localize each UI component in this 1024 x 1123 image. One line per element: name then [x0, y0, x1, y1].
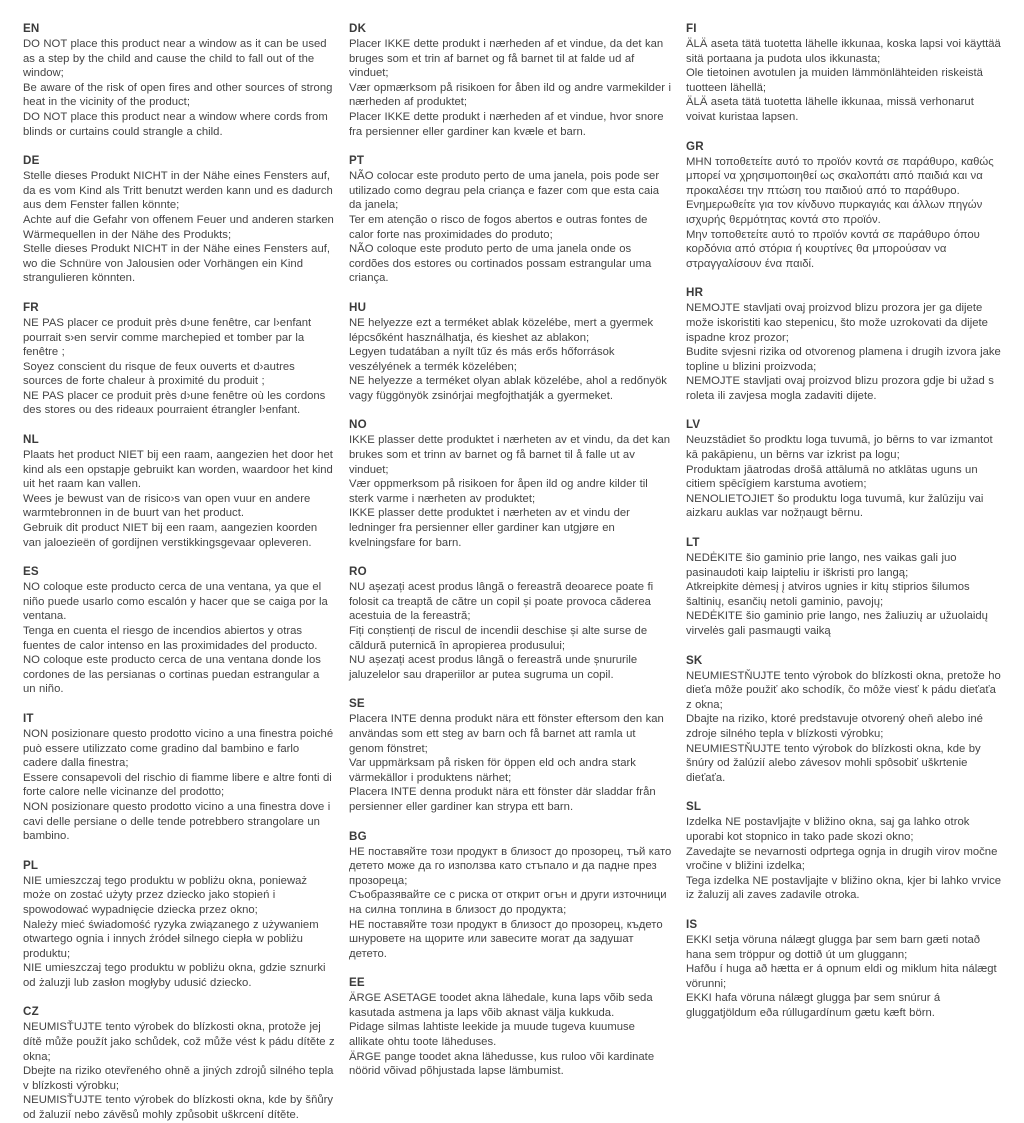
language-section-lt: [686, 536, 1004, 639]
warning-paragraph: EKKI hafa vöruna nálægt glugga þar sem snúrur á gluggatjöldum eða rúllugardínum gætu kæft börn.: [686, 992, 941, 1019]
warning-paragraph: Achte auf die Gefahr von offenem Feuer und anderen starken Wärmequellen in der Nähe des Produkts;: [23, 213, 334, 241]
warning-paragraph: Placer IKKE dette produkt i nærheden af et vindue, hvor snore fra persienner eller gardiner kan kvæle et barn.: [349, 110, 664, 138]
language-code-heading: GR: [686, 139, 704, 153]
language-code-heading: IS: [686, 917, 698, 931]
warning-paragraph: Ter em atenção o risco de fogos abertos e outras fontes de calor forte nas proximidades do produto;: [349, 213, 648, 241]
language-section-dk: [349, 22, 672, 139]
language-section-se: [349, 697, 672, 814]
language-section-no: [349, 418, 672, 550]
warning-paragraph: NON posizionare questo prodotto vicino a una finestra poiché può essere utilizzato come gradino dal bambino e farlo cadere dalla finestra;: [23, 727, 334, 770]
language-section-it: [23, 712, 335, 844]
language-section-hr: [686, 286, 1004, 403]
warning-paragraph: Placera INTE denna produkt nära ett fönster där sladdar från persienner eller gardiner kan strypa ett barn.: [349, 786, 656, 813]
warning-paragraph: Stelle dieses Produkt NICHT in der Nähe eines Fensters auf, wo die Schnüre von Jalousien oder Vorhängen ein Kind strangulieren könnten.: [23, 243, 331, 285]
warning-paragraph: Be aware of the risk of open fires and other sources of strong heat in the vicinity of the product;: [23, 81, 333, 109]
language-code-heading: DK: [349, 22, 367, 35]
language-code-heading: SK: [686, 653, 703, 667]
warning-paragraph: Stelle dieses Produkt NICHT in der Nähe eines Fensters auf, da es vom Kind als Tritt benutzt werden kann und es dadurch aus dem Fenster fallen könnte;: [23, 170, 333, 212]
warning-paragraph: Dbejte na riziko otevřeného ohně a jiných zdrojů silného tepla v blízkosti výrobku;: [23, 1065, 334, 1092]
warning-paragraph: NE helyezze a terméket olyan ablak közelébe, ahol a redőnyök vagy függönyök zsinórjai megfojthatják a gyermeket.: [349, 375, 667, 402]
warning-paragraph: Pidage silmas lahtiste leekide ja muude tugeva kuumuse allikate ohtu toote läheduses.: [349, 1021, 635, 1049]
warning-paragraph: NIE umieszczaj tego produktu w pobliżu okna, gdzie sznurki od żaluzji lub zasłon mogłyby udusić dziecko.: [23, 962, 326, 989]
warning-paragraph: Μην τοποθετείτε αυτό το προϊόν κοντά σε παράθυρο όπου κορδόνια από στόρια ή κουρτίνες θα μπορούσαν να στραγγαλίσουν ένα παιδί.: [686, 228, 980, 270]
language-code-heading: HR: [686, 286, 704, 300]
warning-paragraph: NU așezați acest produs lângă o fereastră deoarece poate fi folosit ca treaptă de către un copil și poate provoca căderea acestuia de la fereastră;: [349, 581, 654, 623]
warning-paragraph: ΜΗΝ τοποθετείτε αυτό το προϊόν κοντά σε παράθυρο, καθώς μπορεί να χρησιμοποιηθεί ως σκαλοπάτι από παιδιά και να προκαλέσει την πτώση του παιδιού από το παράθυρο.: [686, 155, 994, 197]
warning-paragraph: Zavedajte se nevarnosti odprtega ognja in drugih virov močne vročine v bližini izdelka;: [686, 845, 998, 873]
warning-paragraph: NE PAS placer ce produit près d›une fenêtre, car l›enfant pourrait s›en servir comme marchepied et tomber par la fenêtre ;: [23, 316, 312, 359]
warning-paragraph: ÄLÄ aseta tätä tuotetta lähelle ikkunaa, koska lapsi voi käyttää sitä portaana ja pudota ulos ikkunasta;: [686, 38, 1001, 65]
warning-paragraph: EKKI setja vöruna nálægt glugga þar sem barn gæti notað hana sem tröppur og dottið út um gluggann;: [686, 933, 981, 961]
language-code-heading: SL: [686, 800, 702, 814]
warning-paragraph: Dbajte na riziko, ktoré predstavuje otvorený oheň alebo iné zdroje silného tepla v blízkosti výrobku;: [686, 713, 983, 740]
column-2: [349, 22, 672, 1078]
warning-paragraph: Soyez conscient du risque de feux ouverts et d›autres sources de forte chaleur à proximité du produit ;: [23, 360, 295, 388]
warning-paragraph: Wees je bewust van de risico›s van open vuur en andere warmtebronnen in de buurt van het product.: [23, 492, 311, 520]
warning-paragraph: Atkreipkite dėmesį į atviros ugnies ir kitų stiprios šilumos šaltinių, esančių netoli gaminio, pavojų;: [686, 581, 970, 608]
language-code-heading: LT: [686, 536, 700, 550]
warning-paragraph: Neuzstādiet šo prodktu loga tuvumā, jo bērns to var izmantot kā pakāpienu, un bērns var izkrist pa logu;: [686, 434, 993, 462]
language-code-heading: FR: [23, 300, 39, 314]
warning-paragraph: NEMOJTE stavljati ovaj proizvod blizu prozora jer ga dijete može iskoristiti kao stepenicu, što može uzrokovati da dijete ispadne kroz prozor;: [686, 302, 988, 344]
language-section-bg: [349, 830, 672, 962]
warning-paragraph: NU așezați acest produs lângă o fereastră unde șnururile jaluzelelor sau draperiilor ar putea sugruma un copil.: [349, 654, 638, 681]
warning-paragraph: NEUMIESTŇUJTE tento výrobok do blízkosti okna, pretože ho dieťa môže použiť ako schodík, čo môže viesť k pádu dieťaťa z okna;: [686, 669, 1001, 711]
warning-paragraph: Fiți conștienți de riscul de incendii deschise și alte surse de căldură puternică în apropierea produsului;: [349, 625, 648, 652]
language-code-heading: CZ: [23, 1005, 39, 1019]
language-code-heading: PL: [23, 858, 39, 872]
warning-paragraph: NEDĖKITE šio gaminio prie lango, nes žaliuzių ar užuolaidų virvelės gali pasmaugti vaiką: [686, 610, 988, 637]
language-section-ro: [349, 565, 672, 682]
language-code-heading: LV: [686, 418, 701, 432]
warning-paragraph: NEUMISŤUJTE tento výrobek do blízkosti okna, protože jej dítě může použít jako schůdek, což může vést k pádu dítěte z okna;: [23, 1021, 335, 1063]
column-3: [686, 22, 1004, 1019]
warning-paragraph: NO coloque este producto cerca de una ventana donde los cordones de las persianas o cortinas puedan estrangular a un niño.: [23, 654, 321, 696]
warning-paragraph: Vær oppmerksom på risikoen for åpen ild og andre kilder til sterk varme i nærheten av produktet;: [349, 478, 648, 505]
warning-paragraph: Hafðu í huga að hætta er á opnum eldi og miklum hita nálægt vörunni;: [686, 963, 997, 990]
warning-paragraph: Ενημερωθείτε για τον κίνδυνο πυρκαγιάς και άλλων πηγών ισχυρής θερμότητας κοντά στο προϊόν.: [686, 199, 983, 226]
warning-paragraph: ÄRGE ASETAGE toodet akna lähedale, kuna laps võib seda kasutada astmena ja laps võib aknast välja kukkuda.: [349, 992, 653, 1019]
language-section-nl: [23, 433, 335, 550]
warning-paragraph: NENOLIETOJIET šo produktu loga tuvumā, kur žalūziju vai aizkaru auklas var nožņaugt bērnu.: [686, 492, 984, 520]
warning-paragraph: Budite svjesni rizika od otvorenog plamena i drugih izvora jake topline u blizini proizvoda;: [686, 346, 1001, 373]
warning-paragraph: НЕ поставяйте този продукт в близост до прозорец, където шнуровете на щорите или завесите могат да задушат детето.: [349, 918, 663, 960]
language-code-heading: ES: [23, 565, 39, 579]
warning-paragraph: Tega izdelka NE postavljajte v bližino okna, kjer bi lahko vrvice iz žaluzij ali zaves zadavile otroka.: [686, 874, 1002, 902]
warning-paragraph: Produktam jāatrodas drošā attālumā no atklātas uguns un citiem spēcīgiem karstuma avotiem;: [686, 463, 978, 491]
language-code-heading: FI: [686, 22, 697, 35]
language-code-heading: SE: [349, 697, 365, 711]
warning-paragraph: NON posizionare questo prodotto vicino a una finestra dove i cavi delle persiane o delle tende potrebbero strangolare un bambino.: [23, 800, 331, 843]
language-code-heading: DE: [23, 154, 40, 168]
language-section-fr: [23, 301, 335, 418]
language-section-is: [686, 918, 1004, 1021]
language-section-pt: [349, 154, 672, 286]
warning-paragraph: DO NOT place this product near a window where cords from blinds or curtains could strangle a child.: [23, 110, 328, 138]
warning-paragraph: NE helyezze ezt a terméket ablak közelébe, mert a gyermek lépcsőként használhatja, és kieshet az ablakon;: [349, 316, 654, 344]
warning-paragraph: Izdelka NE postavljajte v bližino okna, saj ga lahko otrok uporabi kot stopnico in tako pade skozi okno;: [686, 816, 970, 843]
warning-paragraph: NÃO colocar este produto perto de uma janela, pois pode ser utilizado como degrau pela criança e fazer com que esta caia da janela;: [349, 170, 660, 212]
language-section-de: [23, 154, 335, 286]
warning-paragraph: NÃO coloque este produto perto de uma janela onde os cordões dos estores ou cortinados possam estrangular uma criança.: [349, 243, 652, 285]
warning-paragraph: Съобразявайте се с риска от открит огън и други източници на силна топлина в близост до продукта;: [349, 889, 667, 916]
warning-paragraph: Var uppmärksam på risken för öppen eld och andra stark värmekällor i produktens närhet;: [349, 757, 636, 784]
warning-paragraph: Tenga en cuenta el riesgo de incendios abiertos y otras fuentes de calor intenso en las proximidades del producto.: [23, 625, 318, 652]
warning-paragraph: Legyen tudatában a nyílt tűz és más erős hőforrások veszélyének a termék közelében;: [349, 346, 615, 373]
language-code-heading: RO: [349, 565, 367, 579]
warning-paragraph: Plaats het product NIET bij een raam, aangezien het door het kind als een opstapje gebruikt kan worden, waardoor het kind uit het raam kan vallen.: [23, 449, 333, 491]
warning-paragraph: NE PAS placer ce produit près d›une fenêtre où les cordons des stores ou des rideaux pourraient étrangler l›enfant.: [23, 389, 326, 417]
warning-paragraph: Placera INTE denna produkt nära ett fönster eftersom den kan användas som ett steg av barn och få barnet att ramla ut genom fönstret;: [349, 713, 664, 755]
language-code-heading: BG: [349, 829, 367, 843]
warning-paragraph: Essere consapevoli del rischio di fiamme libere e altre fonti di forte calore nelle vicinanze del prodotto;: [23, 771, 332, 799]
warning-paragraph: NEDĖKITE šio gaminio prie lango, nes vaikas gali juo pasinaudoti kaip laipteliu ir iškristi pro langą;: [686, 552, 957, 579]
warning-paragraph: Placer IKKE dette produkt i nærheden af et vindue, da det kan bruges som et trin af barnet og få barnet til at falde ud af vinduet;: [349, 38, 664, 80]
warning-paragraph: Należy mieć świadomość ryzyka związanego z używaniem otwartego ognia i innych źródeł silnego ciepła w pobliżu produktu;: [23, 918, 319, 960]
language-code-heading: HU: [349, 300, 367, 314]
warning-paragraph: ÄRGE pange toodet akna lähedusse, kus ruloo või kardinate nöörid võivad põhjustada lapse lämbumist.: [349, 1050, 655, 1078]
language-code-heading: EN: [23, 22, 40, 35]
language-section-ee: [349, 976, 672, 1079]
warning-paragraph: NO coloque este producto cerca de una ventana, ya que el niño puede usarlo como escalón y hacer que se caiga por la ventana.: [23, 581, 328, 623]
column-1: [23, 22, 335, 1122]
language-section-pl: [23, 859, 335, 991]
language-code-heading: EE: [349, 976, 365, 990]
language-code-heading: NL: [23, 433, 39, 447]
warning-paragraph: NIE umieszczaj tego produktu w pobliżu okna, ponieważ może on zostać użyty przez dziecko jako stopień i spowodować wypadnięcie dziecka przez okno;: [23, 874, 308, 916]
language-section-en: [23, 22, 335, 139]
language-code-heading: IT: [23, 711, 34, 725]
language-code-heading: PT: [349, 154, 365, 168]
language-code-heading: NO: [349, 418, 367, 432]
language-section-fi: [686, 22, 1004, 125]
warning-paragraph: NEUMISŤUJTE tento výrobek do blízkosti okna, kde by šňůry od žaluzií nebo závěsů mohly způsobit uškrcení dítěte.: [23, 1094, 334, 1122]
language-section-gr: [686, 140, 1004, 272]
warning-paragraph: НЕ поставяйте този продукт в близост до прозорец, тъй като детето може да го използва като стъпало и да падне през прозореца;: [349, 845, 672, 887]
warning-paragraph: Ole tietoinen avotulen ja muiden lämmönlähteiden riskeistä tuotteen lähellä;: [686, 67, 983, 94]
warning-paragraph: Vær opmærksom på risikoen for åben ild og andre varmekilder i nærheden af produktet;: [349, 81, 671, 109]
language-section-hu: [349, 301, 672, 404]
warning-paragraph: IKKE plasser dette produktet i nærheten av et vindu, da det kan brukes som et trinn av barnet og få barnet til å falle ut av vinduet;: [349, 434, 671, 476]
warning-paragraph: Gebruik dit product NIET bij een raam, aangezien koorden van jaloezieën of gordijnen verstikkingsgevaar opleveren.: [23, 522, 318, 549]
warning-paragraph: NEUMIESTŇUJTE tento výrobok do blízkosti okna, kde by šnúry od žalúzií alebo závesov mohli spôsobiť uškrtenie dieťaťa.: [686, 742, 981, 784]
language-section-es: [23, 565, 335, 697]
language-section-cz: [23, 1005, 335, 1122]
language-section-sl: [686, 800, 1004, 903]
warning-paragraph: ÄLÄ aseta tätä tuotetta lähelle ikkunaa, missä verhonarut voivat kuristaa lapsen.: [686, 96, 974, 123]
language-section-lv: [686, 418, 1004, 521]
language-section-sk: [686, 654, 1004, 786]
warning-paragraph: NEMOJTE stavljati ovaj proizvod blizu prozora gdje bi užad s roleta ili zavjesa mogla zadaviti dijete.: [686, 375, 994, 402]
warning-paragraph: DO NOT place this product near a window as it can be used as a step by the child and cause the child to fall out of the window;: [23, 38, 327, 80]
warning-paragraph: IKKE plasser dette produktet i nærheten av et vindu der ledninger fra persienner eller gardiner kan utgjøre en kvelningsfare for barn.: [349, 507, 630, 549]
